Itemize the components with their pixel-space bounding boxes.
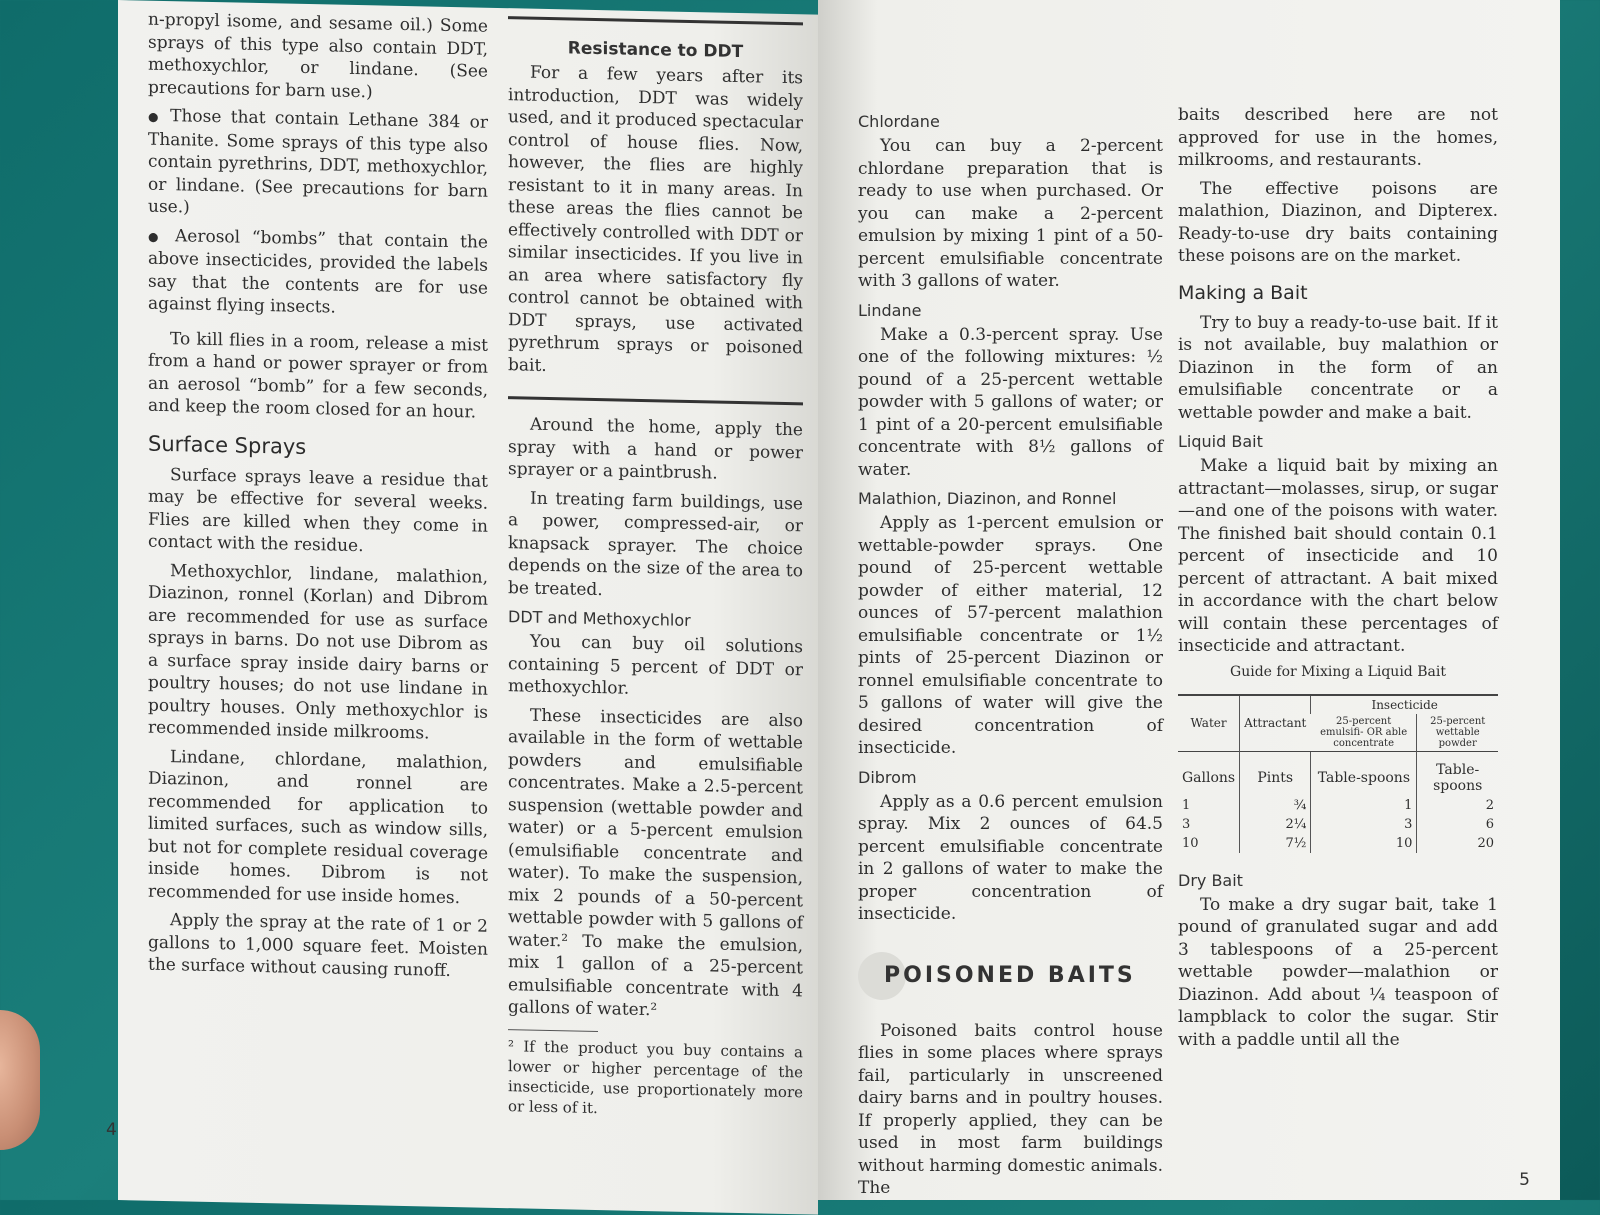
paragraph: These insecticides are also available in the form of wettable powders and emulsifiable concentrates. Make a 2.5-percent suspension (wettable powder and water) or a 5-percent emulsion (emulsifiable concentrate and water). To make the suspension, mix 2 pounds of a 50-percent wettable powder with 5 gallons of water.² To make the emulsion, mix 1 gallon of a 25-percent emulsifiable concentrate with 4 gallons of water.² [508,705,803,1021]
paragraph: Apply as a 0.6 percent emulsion spray. Mix 2 ounces of 64.5 percent emulsifiable concentrate in 2 gallons of water to make the proper concentration of insecticide. [858,791,1163,924]
paragraph: To kill flies in a room, release a mist from a hand or power sprayer or from an aerosol “bomb” for a few seconds, and keep the room closed for an hour. [148,328,488,423]
table-row [1178,834,1498,853]
paragraph: You can buy a 2-percent chlordane preparation that is ready to use when purchased. Or you can make a 2-percent emulsion by mixing 1 pint of a 50-percent emulsifiable concentrate with 3 gallons of water. [858,136,1163,291]
left-column-2 [508,16,803,1128]
cell-water: 1 [1182,797,1191,813]
right-column-1 [858,104,1163,1206]
left-page [106,0,818,1215]
unit-tablespoons: Table-spoons [1311,751,1417,796]
bait-mixing-table [1178,664,1498,853]
unit-gallons: Gallons [1178,751,1240,796]
section-heading: Surface Sprays [148,431,307,459]
paragraph: Poisoned baits control house flies in some places where sprays fail, particularly in unscreened dairy barns and in poultry houses. If properly applied, they can be used in most farm buildings without harming domestic animals. The [858,1020,1163,1198]
paragraph: n-propyl isome, and sesame oil.) Some sprays of this type also contain DDT, methoxychlor, or lindane. (See precautions for barn use.) [148,9,488,102]
sidebar-box [508,16,803,405]
cell-wettable: 2 [1417,796,1498,815]
footnote-divider [508,1029,598,1032]
paragraph: Around the home, apply the spray with a hand or power sprayer or a paintbrush. [508,414,803,484]
paragraph: The effective poisons are malathion, Diazinon, and Dipterex. Ready-to-use dry baits containing these poisons are on the market. [1178,178,1498,266]
cell-wettable: 6 [1417,815,1498,834]
cell-emulsifiable: 10 [1311,834,1417,853]
left-column-1 [148,9,488,990]
col-header-insecticide: Insecticide [1311,695,1498,714]
paragraph: Apply as 1-percent emulsion or wettable-powder sprays. One pound of 25-percent wettable powder of either material, 12 ounces of 57-percent malathion emulsifiable concentrate or 1½ pints of 25-percent Diazinon or ronnel emulsifiable concentrate to 5 gallons of water will give the desired concentration of insecticide. [858,513,1163,758]
paragraph: For a few years after its introduction, DDT was widely used, and it produced spectacular control of house flies. Now, however, the flies are highly resistant to it in many areas. In these areas the flies cannot be effectively controlled with DDT or similar insecticides. If you live in an area where satisfactory fly control cannot be obtained with DDT sprays, use activated pyrethrum sprays or poisoned bait. [508,62,803,376]
bullet-item: ● Those that contain Lethane 384 or Thanite. Some sprays of this type also contain pyrethrins, DDT, methoxychlor, or lindane. (See precautions for barn use.) [148,105,488,226]
section-heading: Malathion, Diazinon, and Ronnel [858,489,1117,508]
paragraph: Lindane, chlordane, malathion, Diazinon, and ronnel are recommended for application to limited surfaces, such as window sills, but not for complete residual coverage inside homes. Dibrom is not recommended for use inside homes. [148,746,488,908]
paragraph: Make a liquid bait by mixing an attractant—molasses, sirup, or sugar—and one of the poisons with water. The finished bait should contain 0.1 percent of insecticide and 10 percent of attractant. A bait mixed in accordance with the chart below will contain these percentages of insecticide and attractant. [1178,456,1498,656]
paragraph: In treating farm buildings, use a power, compressed-air, or knapsack sprayer. The choice depends on the size of the area to be treated. [508,488,803,600]
unit-tablespoons: Table-spoons [1417,751,1498,796]
chapter-title: POISONED BAITS [884,963,1136,988]
cell-emulsifiable: 1 [1311,796,1417,815]
page-number: 4 [106,1119,117,1140]
section-heading: DDT and Methoxychlor [508,607,691,630]
section-heading: Dibrom [858,767,917,787]
section-heading: Dry Bait [1178,870,1243,890]
paragraph: Apply the spray at the rate of 1 or 2 gallons to 1,000 square feet. Moisten the surface without causing runoff. [148,910,488,981]
page-number: 5 [1519,1170,1530,1190]
box-title: Resistance to DDT [567,38,744,63]
bullet-item: ● Aerosol “bombs” that contain the above insecticides, provided the labels say that the contents are for use against flying insects. [148,224,488,322]
right-column-2 [1178,104,1498,1057]
cell-wettable: 20 [1417,834,1498,853]
col-header-water: Water [1178,695,1240,752]
paragraph: You can buy oil solutions containing 5 percent of DDT or methoxychlor. [508,631,803,699]
chapter-banner [858,952,1163,1000]
col-header-emulsifiable: 25-percent emulsifi- OR able concentrate [1320,715,1408,749]
paragraph: Make a 0.3-percent spray. Use one of the following mixtures: ½ pound of a 25-percent wettable powder with 5 gallons of water; or 1 pint of a 20-percent emulsifiable concentrate with 8½ gallons of water. [858,324,1163,480]
paragraph: baits described here are not approved for use in the homes, milkrooms, and restaurants. [1178,105,1498,170]
cell-pints: 7½ [1240,834,1311,853]
thumb [0,1010,40,1150]
paragraph: Try to buy a ready-to-use bait. If it is not available, buy malathion or Diazinon in the form of an emulsifiable concentrate or a wettable powder and make a bait. [1178,312,1498,423]
cell-pints: ¾ [1240,796,1311,815]
cell-water: 10 [1182,835,1199,851]
table-row [1178,815,1498,834]
paragraph: Surface sprays leave a residue that may be effective for several weeks. Flies are killed when they come in contact with the residue. [148,464,488,557]
col-header-wettable: 25-percent wettable powder [1417,714,1498,752]
section-heading: Liquid Bait [1178,432,1263,451]
section-heading: Chlordane [858,112,940,131]
col-header-attractant: Attractant [1240,695,1311,752]
cell-emulsifiable: 3 [1311,815,1417,834]
table-row [1178,796,1498,815]
paragraph: Methoxychlor, lindane, malathion, Diazinon, ronnel (Korlan) and Dibrom are recommended for use as surface sprays in barns. Do not use Dibrom as a surface spray inside dairy barns or poultry houses; do not use lindane in poultry houses. Only methoxychlor is recommended inside milkrooms. [148,560,488,744]
section-heading: Lindane [858,300,922,320]
unit-pints: Pints [1240,751,1311,796]
section-heading: Making a Bait [1178,281,1308,304]
table-caption: Guide for Mixing a Liquid Bait [1230,663,1446,680]
cell-water: 3 [1182,816,1191,832]
footnote: ² If the product you buy contains a lower or higher percentage of the insecticide, use proportionately more or less of it. [508,1036,803,1117]
right-page [818,0,1560,1200]
cell-pints: 2¼ [1240,815,1311,834]
paragraph: To make a dry sugar bait, take 1 pound of granulated sugar and add 3 tablespoons of a 25-percent wettable powder—malathion or Diazinon. Add about ¼ teaspoon of lampblack to color the sugar. Stir with a paddle until all the [1178,894,1498,1050]
